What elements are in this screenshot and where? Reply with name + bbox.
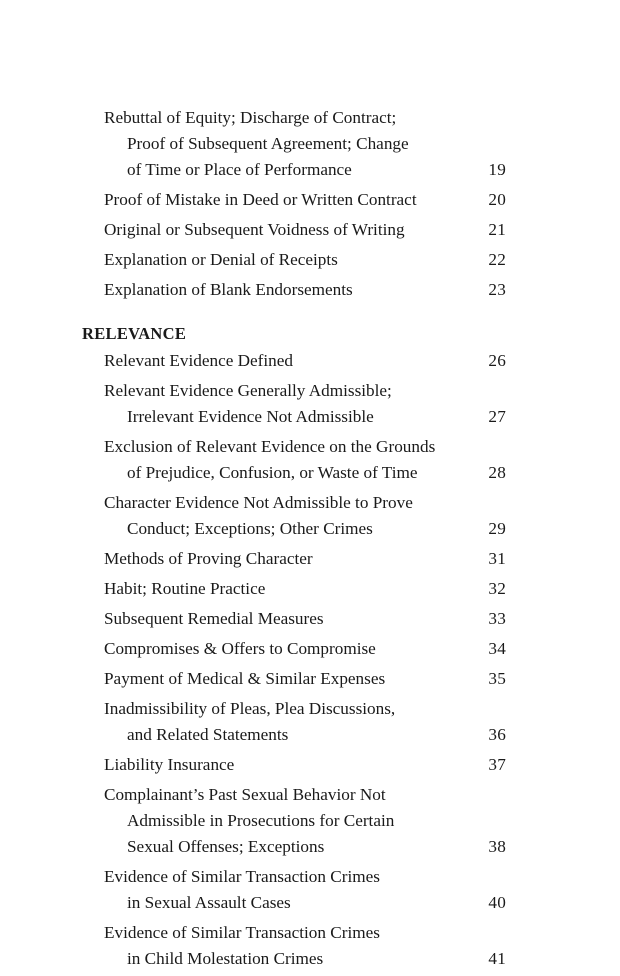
toc-entry-line-first: Compromises & Offers to Compromise 34	[104, 636, 506, 662]
toc-page-number: 28	[488, 463, 506, 482]
toc-entry-line-cont: of Time or Place of Performance 19	[104, 157, 506, 183]
toc-entry[interactable]	[104, 217, 506, 243]
toc-entry-title	[104, 636, 506, 662]
toc-entry[interactable]	[104, 636, 506, 662]
toc-page-number: 35	[488, 669, 506, 688]
toc-page-number: 22	[488, 250, 506, 269]
toc-entry-title	[104, 696, 506, 748]
toc-entry-title	[104, 546, 506, 572]
toc-page-number: 32	[488, 579, 506, 598]
toc-entry[interactable]	[104, 277, 506, 303]
toc-entry-line-first: Complainant’s Past Sexual Behavior Not	[104, 785, 386, 804]
toc-entry-line-first: Methods of Proving Character 31	[104, 546, 506, 572]
toc-entry[interactable]	[104, 864, 506, 916]
toc-entry[interactable]	[104, 105, 506, 183]
toc-entry[interactable]	[104, 920, 506, 972]
toc-page-number: 20	[488, 190, 506, 209]
toc-entry-line-first: Evidence of Similar Transaction Crimes	[104, 867, 380, 886]
toc-entry-title	[104, 864, 506, 916]
toc-page-number: 36	[488, 725, 506, 744]
toc-entry-title	[104, 378, 506, 430]
toc-entry-line-cont: of Prejudice, Confusion, or Waste of Time 28	[104, 460, 506, 486]
toc-entry[interactable]	[104, 782, 506, 860]
toc-page-number: 41	[488, 949, 506, 968]
toc-entry-line-first: Character Evidence Not Admissible to Prove	[104, 493, 413, 512]
toc-page-number: 29	[488, 519, 506, 538]
toc-page-number: 23	[488, 280, 506, 299]
toc-section-heading: RELEVANCE	[82, 324, 187, 343]
toc-entry-title	[104, 576, 506, 602]
toc-entry-line-first: Payment of Medical & Similar Expenses 35	[104, 666, 506, 692]
toc-entry[interactable]	[104, 696, 506, 748]
table-of-contents	[82, 105, 506, 976]
toc-entry-line-cont: in Sexual Assault Cases 40	[104, 890, 506, 916]
toc-entry-title	[104, 247, 506, 273]
toc-entry-title	[104, 217, 506, 243]
toc-entry-title	[104, 434, 506, 486]
toc-entry-line-first: Relevant Evidence Generally Admissible;	[104, 381, 392, 400]
toc-entry-line-cont: and Related Statements 36	[104, 722, 506, 748]
toc-entry[interactable]	[104, 378, 506, 430]
toc-entry-title	[104, 920, 506, 972]
toc-entry-line-first: Proof of Mistake in Deed or Written Contract 20	[104, 187, 506, 213]
toc-entry-line-first: Explanation or Denial of Receipts 22	[104, 247, 506, 273]
toc-entry-line-first: Subsequent Remedial Measures 33	[104, 606, 506, 632]
toc-page-number: 31	[488, 549, 506, 568]
toc-page-number: 26	[488, 351, 506, 370]
toc-entry-line-first: Inadmissibility of Pleas, Plea Discussions,	[104, 699, 396, 718]
toc-entry-title	[104, 187, 506, 213]
toc-entry-line-first: Liability Insurance 37	[104, 752, 506, 778]
toc-entry-line-first: Evidence of Similar Transaction Crimes	[104, 923, 380, 942]
toc-entry[interactable]	[104, 490, 506, 542]
toc-entry[interactable]	[104, 348, 506, 374]
toc-entry-line-first: Rebuttal of Equity; Discharge of Contract;	[104, 108, 397, 127]
toc-entry-line-first: Original or Subsequent Voidness of Writing 21	[104, 217, 506, 243]
toc-entry-line-cont: Admissible in Prosecutions for Certain	[127, 811, 395, 830]
toc-entry-line-first: Habit; Routine Practice 32	[104, 576, 506, 602]
toc-entry-title	[104, 782, 506, 860]
toc-entry-title	[104, 666, 506, 692]
toc-entry-line-cont: Irrelevant Evidence Not Admissible 27	[104, 404, 506, 430]
toc-entry-line-cont: Proof of Subsequent Agreement; Change	[127, 134, 409, 153]
toc-entry[interactable]	[104, 434, 506, 486]
toc-entry-title	[104, 348, 506, 374]
toc-entry-line-first: Relevant Evidence Defined 26	[104, 348, 506, 374]
toc-entry-line-cont: Conduct; Exceptions; Other Crimes 29	[104, 516, 506, 542]
toc-page-number: 37	[488, 755, 506, 774]
toc-entry-title	[104, 105, 506, 183]
toc-page-number: 19	[488, 160, 506, 179]
toc-entry-line-first: Exclusion of Relevant Evidence on the Grounds	[104, 437, 436, 456]
toc-entry-title	[104, 277, 506, 303]
toc-entry[interactable]	[104, 666, 506, 692]
toc-entry[interactable]	[104, 546, 506, 572]
toc-page-number: 34	[488, 639, 506, 658]
toc-entry-title	[104, 606, 506, 632]
toc-entry-line-cont: Sexual Offenses; Exceptions 38	[104, 834, 506, 860]
toc-page-number: 40	[488, 893, 506, 912]
toc-page-number: 27	[488, 407, 506, 426]
toc-page-number: 21	[488, 220, 506, 239]
toc-entry-title	[104, 752, 506, 778]
toc-entry[interactable]	[104, 247, 506, 273]
toc-entry[interactable]	[104, 752, 506, 778]
toc-entry[interactable]	[104, 576, 506, 602]
toc-page-number: 33	[488, 609, 506, 628]
toc-entry[interactable]	[104, 606, 506, 632]
toc-page-number: 38	[488, 837, 506, 856]
toc-entry-line-first: Explanation of Blank Endorsements 23	[104, 277, 506, 303]
toc-entry[interactable]	[104, 187, 506, 213]
toc-entry-line-cont: in Child Molestation Crimes 41	[104, 946, 506, 972]
toc-entry-title	[104, 490, 506, 542]
